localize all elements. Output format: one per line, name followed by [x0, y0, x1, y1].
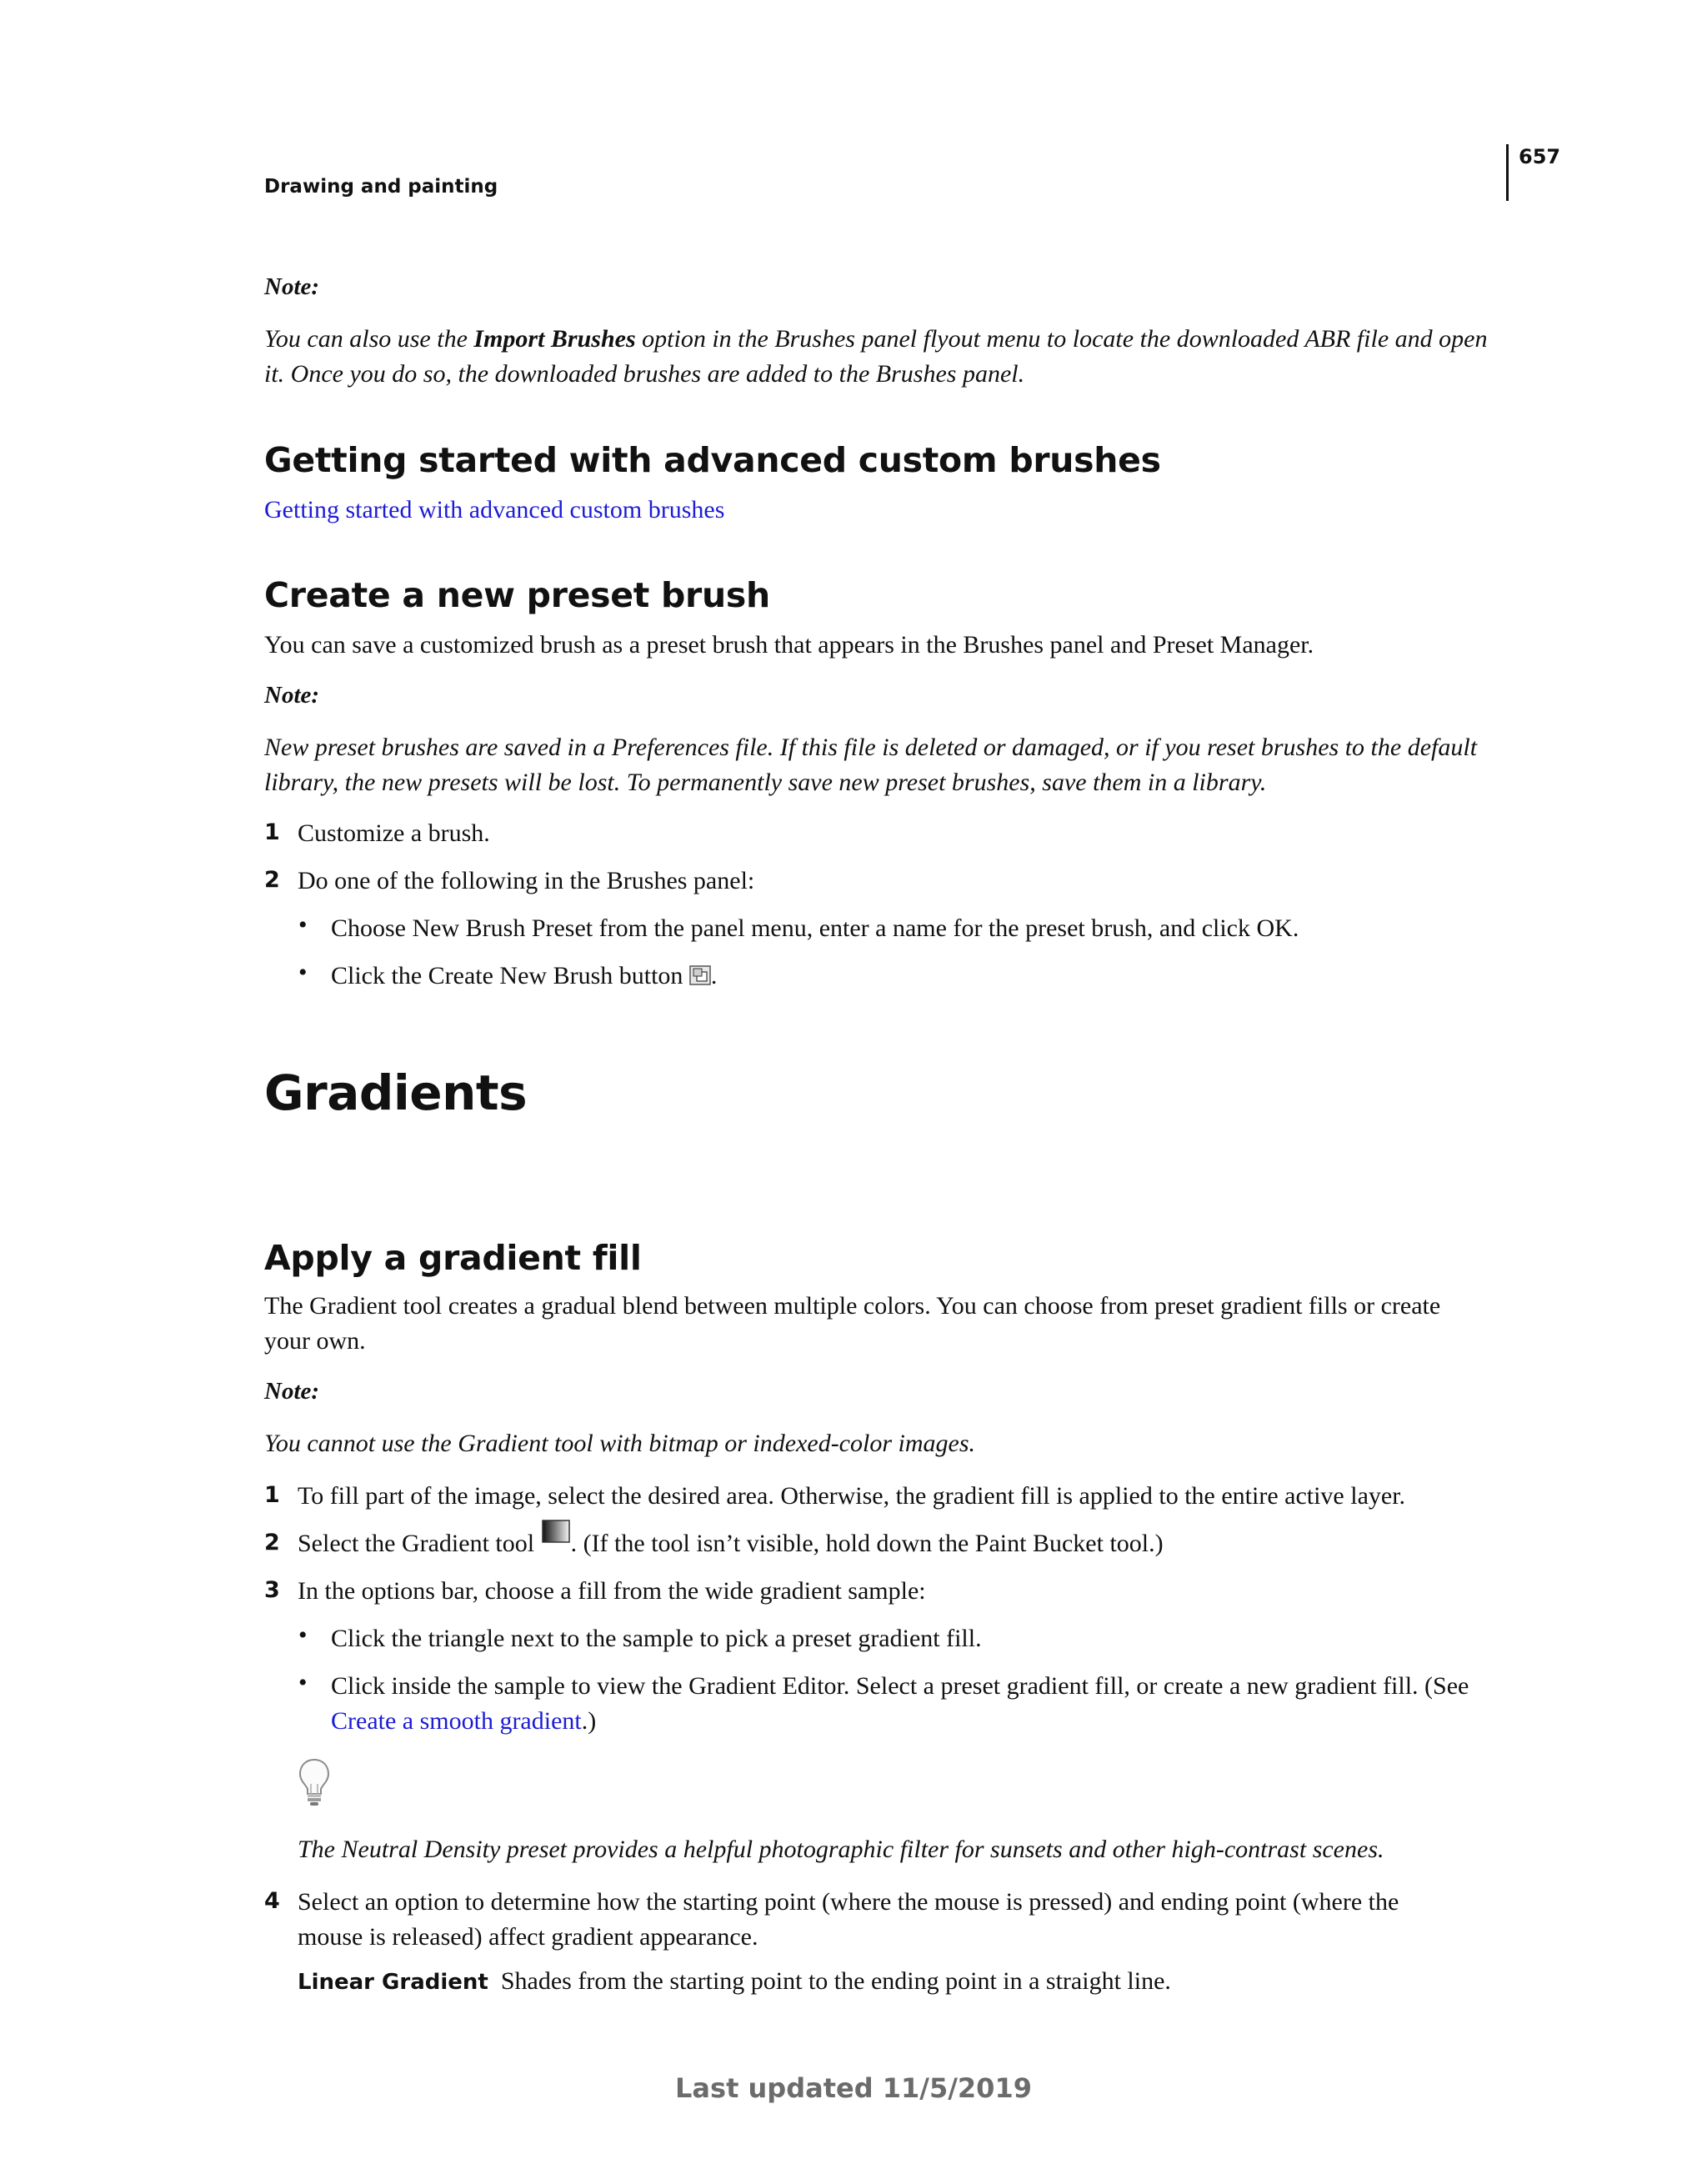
step-text-after: . (If the tool isn’t visible, hold down the Paint Bucket tool.) — [570, 1530, 1164, 1557]
note-label: Note: — [264, 682, 320, 709]
note-line-1: New preset brushes are saved in a Preferences file. If this file is deleted or damaged, or if you reset brushes to the default — [264, 734, 1478, 761]
bullet-marker: • — [298, 911, 308, 939]
note-text-after: option in the Brushes panel flyout menu to locate the downloaded ABR file and open — [635, 325, 1488, 353]
bullet-text — [331, 959, 1514, 995]
step-text — [298, 1526, 1514, 1561]
note-label: Note: — [264, 1378, 320, 1405]
lightbulb-icon — [298, 1757, 331, 1811]
section-heading-advanced-brushes: Getting started with advanced custom brushes — [264, 440, 1161, 480]
definition-text: Shades from the starting point to the ending point in a straight line. — [500, 1967, 1171, 1995]
preset-brush-intro: You can save a customized brush as a preset brush that appears in the Brushes panel and Preset Manager. — [264, 631, 1314, 659]
note-label: Note: — [264, 273, 320, 300]
bullet-text: Click the triangle next to the sample to pick a preset gradient fill. — [331, 1625, 982, 1652]
bullet-marker: • — [298, 1621, 308, 1649]
advanced-brushes-link[interactable]: Getting started with advanced custom brushes — [264, 496, 725, 523]
gradient-intro-line2: your own. — [264, 1327, 366, 1355]
step-number: 2 — [264, 867, 280, 893]
note-text-line2: it. Once you do so, the downloaded brushes are added to the Brushes panel. — [264, 360, 1025, 388]
running-head: Drawing and painting — [264, 176, 498, 198]
note-text-before: You can also use the — [264, 325, 474, 353]
definition-entry — [298, 1964, 1514, 2000]
create-smooth-gradient-link[interactable]: Create a smooth gradient — [331, 1707, 582, 1735]
bullet-text-line1: Click inside the sample to view the Gradient Editor. Select a preset gradient fill, or create a new gradient fill. (See — [331, 1672, 1469, 1700]
step-text: In the options bar, choose a fill from the wide gradient sample: — [298, 1577, 926, 1605]
step-text-before: Select the Gradient tool — [298, 1530, 541, 1557]
bullet-text-before: Click the Create New Brush button — [331, 962, 689, 989]
step-number: 2 — [264, 1530, 280, 1555]
step-text: Customize a brush. — [298, 819, 490, 847]
bullet-marker: • — [298, 959, 308, 986]
note-text: You cannot use the Gradient tool with bitmap or indexed-color images. — [264, 1430, 975, 1457]
bullet-marker: • — [298, 1669, 308, 1696]
step-number: 1 — [264, 819, 280, 845]
step-text: Do one of the following in the Brushes panel: — [298, 867, 755, 894]
gradient-intro-line1: The Gradient tool creates a gradual blend between multiple colors. You can choose from preset gradient fills or create — [264, 1292, 1441, 1320]
bullet-text-after: . — [710, 962, 718, 989]
section-heading-preset-brush: Create a new preset brush — [264, 575, 770, 615]
page-number: 657 — [1519, 145, 1561, 168]
note-line-2: library, the new presets will be lost. To permanently save new preset brushes, save them in a library. — [264, 769, 1267, 796]
step-text: To fill part of the image, select the desired area. Otherwise, the gradient fill is applied to the entire active layer. — [298, 1482, 1406, 1510]
gradient-intro — [264, 1289, 1498, 1359]
note-text — [264, 322, 1498, 392]
bullet-text — [331, 1669, 1514, 1739]
step-number: 4 — [264, 1888, 280, 1914]
note-text — [264, 730, 1498, 800]
section-heading-gradient-fill: Apply a gradient fill — [264, 1238, 642, 1278]
gradient-tool-icon — [541, 1519, 571, 1554]
step-number: 1 — [264, 1482, 280, 1508]
chapter-title: Gradients — [264, 1064, 528, 1121]
note-text-bold: Import Brushes — [473, 325, 636, 353]
step-text — [298, 1885, 1514, 1955]
step-number: 3 — [264, 1577, 280, 1603]
step-text-line1: Select an option to determine how the starting point (where the mouse is pressed) and ending point (where the — [298, 1888, 1399, 1916]
tip-text: The Neutral Density preset provides a helpful photographic filter for sunsets and other high-contrast scenes. — [298, 1836, 1384, 1863]
definition-term: Linear Gradient — [298, 1970, 488, 1995]
bullet-text-after-link: .) — [581, 1707, 597, 1735]
footer-last-updated: Last updated 11/5/2019 — [675, 2072, 1032, 2104]
header-rule — [1506, 144, 1509, 201]
create-new-brush-icon — [689, 960, 711, 995]
bullet-text: Choose New Brush Preset from the panel menu, enter a name for the preset brush, and click OK. — [331, 914, 1299, 942]
step-text-line2: mouse is released) affect gradient appearance. — [298, 1923, 758, 1951]
